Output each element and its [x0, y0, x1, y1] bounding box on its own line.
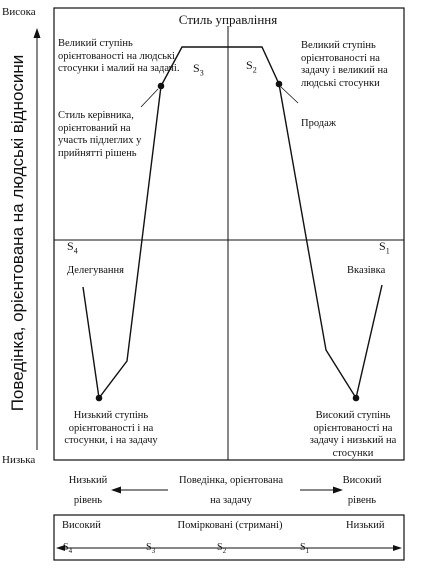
curve-point-top-left [158, 83, 165, 90]
maturity-low-label: Низький [346, 520, 385, 531]
note-participation-style: Стиль керівника, орієнтований на участь підлеглих у прийнятті рішень [58, 110, 142, 159]
maturity-stage-s2: $S_2$ [217, 542, 227, 555]
maturity-stage-s3: $S_3$ [146, 542, 156, 555]
x-axis-high-label: Високий рівень [342, 475, 382, 506]
note-top-left: Великий ступінь орієнтованості на людські стосунки і малий на задачі. [58, 38, 180, 74]
y-axis-label: Поведінка, орієнтована на людські відносини [8, 54, 27, 412]
x-axis-low-label: Низький рівень [68, 475, 108, 506]
participation-leader-line [141, 89, 158, 107]
sales-leader-line [281, 87, 298, 103]
curve-point-bottom-left [96, 395, 103, 402]
style-name-sales: Продаж [301, 118, 337, 129]
maturity-middle-label: Помірковані (стримані) [177, 520, 283, 531]
note-bottom-left: Низький ступінь орієнтованості і на стосунки, і на задачу [64, 410, 158, 446]
style-marker-s1: $S_1$ [379, 239, 390, 256]
style-marker-s4: $S_4$ [67, 239, 78, 256]
y-axis-arrowhead [34, 28, 41, 38]
curve-point-bottom-right [353, 395, 360, 402]
style-marker-s3: $S_3$ [193, 61, 204, 78]
maturity-arrowhead-right [393, 545, 402, 551]
maturity-stage-s4: $S_4$ [63, 542, 73, 555]
note-bottom-right: Високий ступінь орієнтованості на задачу і низький на стосунки [309, 410, 397, 459]
x-axis-label: Поведінка, орієнтована на задачу [179, 475, 283, 506]
y-axis-high-label: Висока [2, 6, 36, 18]
style-name-telling: Вказівка [347, 265, 386, 276]
curve-point-top-right [276, 81, 283, 88]
style-marker-s2: $S_2$ [246, 58, 257, 75]
quadrant-title: Стиль управління [178, 12, 278, 27]
maturity-high-label: Високий [62, 520, 101, 531]
note-top-right: Великий ступінь орієнтованості на задачу і великий на людські стосунки [301, 40, 388, 89]
y-axis-low-label: Низька [2, 454, 36, 466]
maturity-stage-s1: $S_1$ [300, 542, 310, 555]
leadership-curve [83, 47, 382, 398]
style-name-delegating: Делегування [67, 265, 124, 276]
